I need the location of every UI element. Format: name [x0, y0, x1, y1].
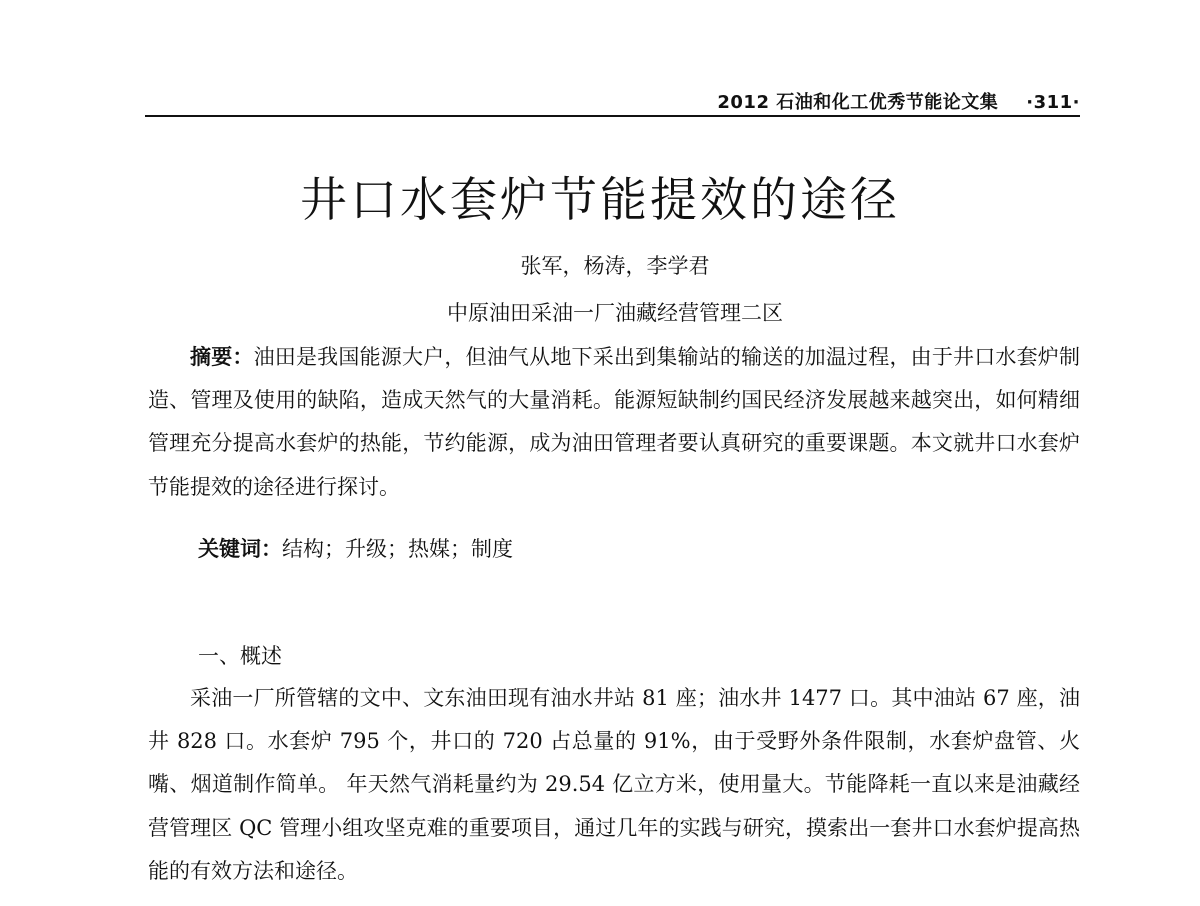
section-heading: 一、概述 — [198, 644, 282, 668]
running-head — [145, 88, 1080, 114]
keywords-label: 关键词： — [198, 537, 282, 561]
keywords — [198, 533, 513, 563]
body-paragraph: 采油一厂所管辖的文中、文东油田现有油水井站 81 座；油水井 1477 口。其中油站 67 座，油井 828 口。水套炉 795 个，井口的 720 占总量的 91%，由于受野外条件限制，水套炉盘管、火嘴、烟道制作简单。 年天然气消耗量约为 29.54 亿立方米，使用量大。节能降耗一直以来是油藏经营管理区 QC 管理小组攻坚克难的重要项目，通过几年的实践与研究，摸索出一套井口水套炉提高热能的有效方法和途径。 — [148, 686, 1080, 883]
abstract — [148, 336, 1080, 509]
page-number: ·311· — [1026, 92, 1080, 113]
abstract-text: 油田是我国能源大户，但油气从地下采出到集输站的输送的加温过程，由于井口水套炉制造、管理及使用的缺陷，造成天然气的大量消耗。能源短缺制约国民经济发展越来越突出，如何精细管理充分提高水套炉的热能，节约能源，成为油田管理者要认真研究的重要课题。本文就井口水套炉节能提效的途径进行探讨。 — [148, 345, 1081, 499]
keywords-text: 结构；升级；热媒；制度 — [282, 537, 513, 561]
affiliation: 中原油田采油一厂油藏经营管理二区 — [447, 301, 783, 325]
abstract-label: 摘要： — [190, 345, 254, 369]
authors: 张军，杨涛，李学君 — [520, 254, 710, 278]
header-rule — [145, 115, 1080, 117]
book-title: 2012 石油和化工优秀节能论文集 — [717, 92, 999, 113]
article-title: 井口水套炉节能提效的途径 — [300, 173, 900, 228]
